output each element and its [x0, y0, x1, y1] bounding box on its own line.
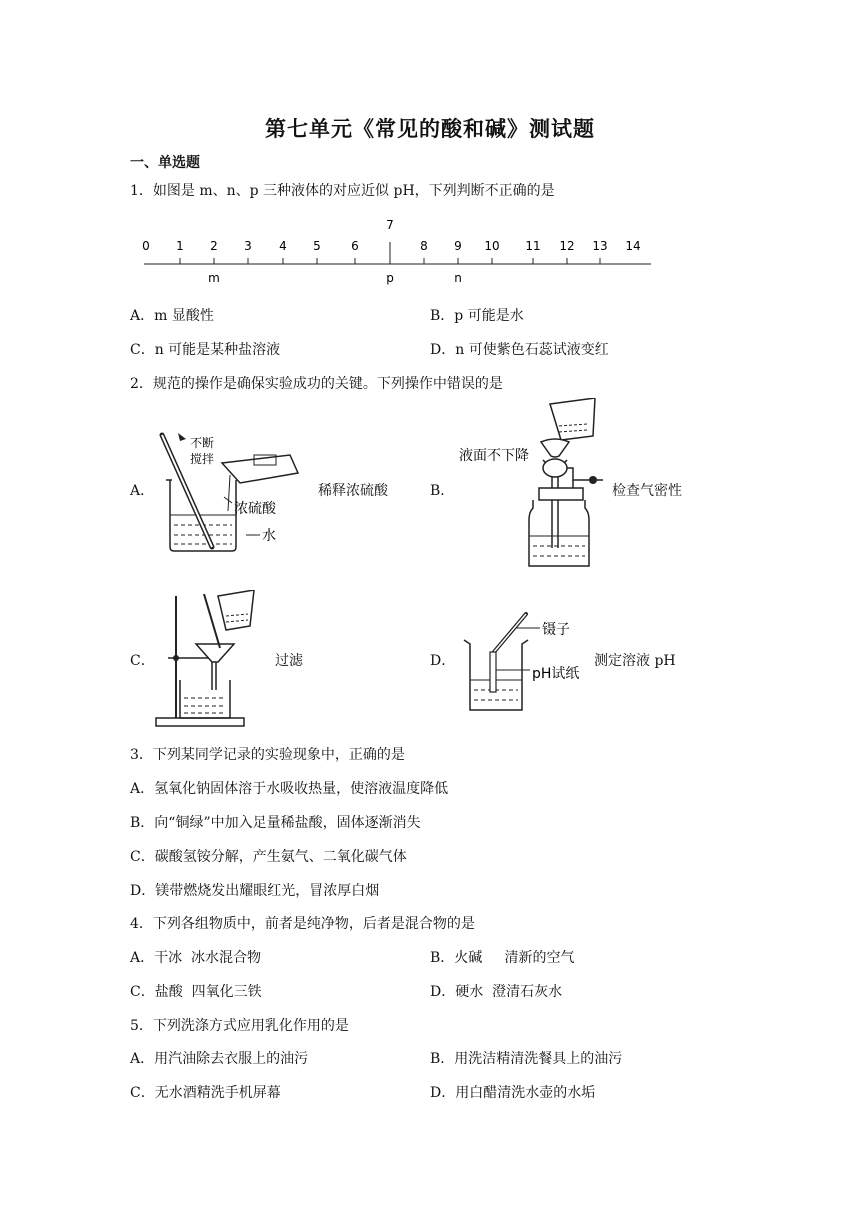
- tweezer-label: 镊子: [542, 622, 570, 638]
- ph-tick-label: 11: [525, 239, 541, 253]
- q4-option-b: B．火碱 清新的空气: [430, 950, 575, 966]
- dilute-acid-diagram: [150, 425, 310, 555]
- ph-ticks: [142, 218, 640, 264]
- level-label: 液面不下降: [459, 448, 529, 464]
- q3-option-a: A．氢氧化钠固体溶于水吸收热量，使溶液温度降低: [130, 781, 449, 797]
- stir-label-2: 搅拌: [190, 452, 215, 466]
- q4-option-d: D．硬水 澄清石灰水: [430, 984, 563, 1000]
- ph-markers: [208, 271, 462, 285]
- q2-option-d-letter: D．: [430, 653, 456, 669]
- question-2-stem: 2．规范的操作是确保实验成功的关键。下列操作中错误的是: [130, 376, 503, 392]
- ph-marker-m: m: [208, 271, 220, 285]
- question-1-stem: 1．如图是 m、n、p 三种液体的对应近似 pH，下列判断不正确的是: [130, 183, 555, 199]
- q2-option-c-caption: 过滤: [275, 653, 303, 669]
- ph-tick-label: 8: [420, 239, 428, 253]
- acid-label: 浓硫酸: [234, 501, 276, 517]
- ph-tick-label: 12: [559, 239, 575, 253]
- q3-option-c: C．碳酸氢铵分解，产生氨气、二氧化碳气体: [130, 849, 407, 865]
- q1-option-a: A．m 显酸性: [130, 308, 214, 324]
- q2-option-b-letter: B．: [430, 483, 455, 499]
- q1-option-b: B．p 可能是水: [430, 308, 524, 324]
- ph-tick-label: 14: [625, 239, 641, 253]
- page-title: 第七单元《常见的酸和碱》测试题: [265, 117, 595, 141]
- stir-label-1: 不断: [190, 436, 215, 450]
- q5-option-d: D．用白醋清洗水壶的水垢: [430, 1085, 596, 1101]
- ph-tick-label: 13: [592, 239, 608, 253]
- q4-option-c: C．盐酸 四氧化三铁: [130, 984, 262, 1000]
- question-5-stem: 5．下列洗涤方式应用乳化作用的是: [130, 1018, 349, 1034]
- ph-tick-label: 6: [351, 239, 359, 253]
- ph-tick-label: 5: [313, 239, 321, 253]
- q3-option-d: D．镁带燃烧发出耀眼红光，冒浓厚白烟: [130, 883, 380, 899]
- question-4-stem: 4．下列各组物质中，前者是纯净物，后者是混合物的是: [130, 916, 475, 932]
- ph-marker-n: n: [454, 271, 462, 285]
- ph-tick-label: 7: [386, 218, 394, 232]
- ph-tick-label: 0: [142, 239, 150, 253]
- q2-option-a-letter: A．: [130, 483, 155, 499]
- q1-option-d: D．n 可使紫色石蕊试液变红: [430, 342, 609, 358]
- q1-option-c: C．n 可能是某种盐溶液: [130, 342, 281, 358]
- q3-option-b: B．向“铜绿”中加入足量稀盐酸，固体逐渐消失: [130, 815, 421, 831]
- ph-tick-label: 10: [484, 239, 500, 253]
- ph-marker-p: p: [386, 271, 394, 285]
- ph-tick-label: 2: [210, 239, 218, 253]
- question-3-stem: 3．下列某同学记录的实验现象中，正确的是: [130, 747, 405, 763]
- q5-option-c: C．无水酒精洗手机屏幕: [130, 1085, 281, 1101]
- ph-paper-label: pH试纸: [532, 666, 580, 682]
- ph-tick-label: 3: [244, 239, 252, 253]
- ph-tick-label: 9: [454, 239, 462, 253]
- ph-tick-label: 4: [279, 239, 287, 253]
- ph-scale-diagram: [130, 212, 670, 292]
- measure-ph-diagram: [460, 610, 590, 714]
- q5-option-a: A．用汽油除去衣服上的油污: [130, 1051, 309, 1067]
- airtightness-diagram: [455, 398, 615, 573]
- q5-option-b: B．用洗洁精清洗餐具上的油污: [430, 1051, 623, 1067]
- q2-option-d-caption: 测定溶液 pH: [594, 653, 676, 669]
- section-heading: 一、单选题: [130, 155, 200, 171]
- q2-option-b-caption: 检查气密性: [612, 483, 682, 499]
- water-label: 水: [262, 528, 276, 544]
- filtration-diagram: [150, 590, 270, 730]
- q2-option-c-letter: C．: [130, 653, 155, 669]
- ph-tick-label: 1: [176, 239, 184, 253]
- q4-option-a: A．干冰 冰水混合物: [130, 950, 262, 966]
- q2-option-a-caption: 稀释浓硫酸: [318, 483, 388, 499]
